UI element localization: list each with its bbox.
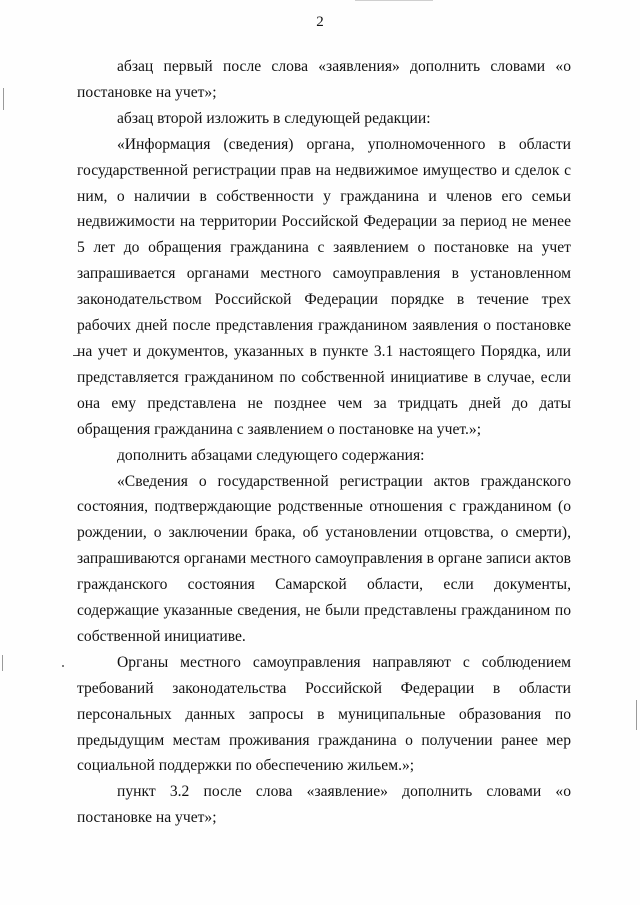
document-body <box>77 54 571 831</box>
page-number: 2 <box>316 14 324 30</box>
scan-speck <box>62 665 64 667</box>
paragraph-6: Органы местного самоуправления направляют с соблюдением требований законодательства Российской Федерации в области персональных данных запросы в муниципальные образования по предыдущим местам проживания гражданина о получении ранее мер социальной поддержки по обеспечению жильем.»; <box>77 653 571 775</box>
scan-edge-mark <box>3 88 4 110</box>
scan-edge-line <box>355 0 433 1</box>
paragraph-3: «Информация (сведения) органа, уполномоченного в области государственной регистрации прав на недвижимое имущество и сделок с ним, о наличии в собственности у гражданина и членов его семьи недвижимости на территории Российской Федерации за период не менее 5 лет до обращения гражданина с заявлением о постановке на учет запрашивается органами местного самоуправления в установленном законодательством Российской Федерации порядке в течение трех рабочих дней после представления гражданином заявления о постановке на учет и документов, указанных в пункте 3.1 настоящего Порядка, или представляется гражданином по собственной инициативе в случае, если она ему представлена не позднее чем за тридцать дней до даты обращения гражданина с заявлением о постановке на учет.»; <box>77 135 571 438</box>
scan-edge-mark <box>636 700 637 730</box>
paragraph-7: пункт 3.2 после слова «заявление» дополнить словами «о постановке на учет»; <box>77 783 571 827</box>
scan-edge-mark <box>2 655 3 671</box>
paragraph-4: дополнить абзацами следующего содержания: <box>117 446 425 464</box>
paragraph-2: абзац второй изложить в следующей редакции: <box>117 109 431 127</box>
paragraph-5: «Сведения о государственной регистрации актов гражданского состояния, подтверждающие родственные отношения с гражданином (о рождении, о заключении брака, об установлении отцовства, о смерти), запрашиваются органами местного самоуправления в органе записи актов гражданского состояния Самарской области, если документы, содержащие указанные сведения, не были представлены гражданином по собственной инициативе. <box>77 472 571 645</box>
paragraph-1: абзац первый после слова «заявления» дополнить словами «о постановке на учет»; <box>77 58 571 101</box>
